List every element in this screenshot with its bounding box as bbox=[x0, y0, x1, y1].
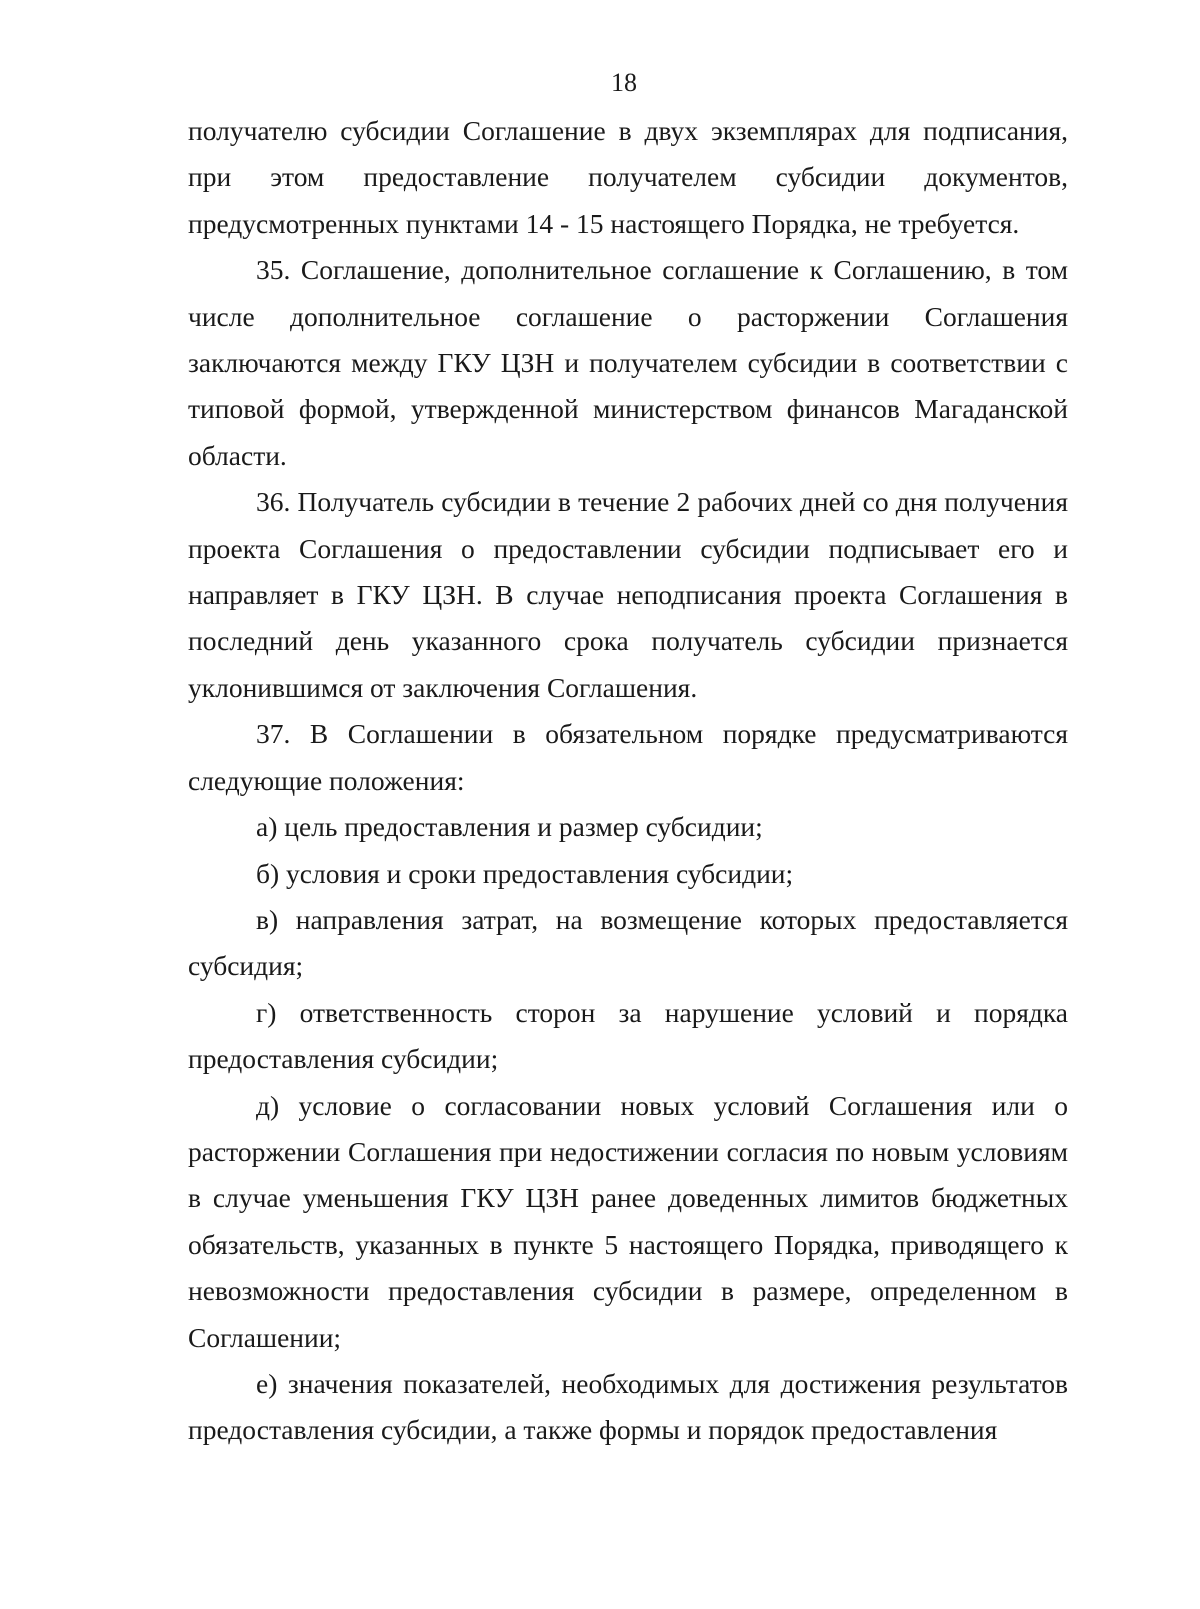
list-item-e: е) значения показателей, необходимых для достижения результатов предоставления субсидии, а также формы и порядок предоставления bbox=[188, 1367, 1068, 1446]
paragraph-continuation: получателю субсидии Соглашение в двух экземплярах для подписания, при этом предоставление получателем субсидии документов, предусмотренных пунктами 14 - 15 настоящего Порядка, не требуется. bbox=[188, 115, 1068, 239]
paragraph-item-37: 37. В Соглашении в обязательном порядке предусматриваются следующие положения: bbox=[188, 718, 1068, 796]
list-item-d: д) условие о согласовании новых условий Соглашения или о расторжении Соглашения при недостижении согласия по новым условиям в случае уменьшения ГКУ ЦЗН ранее доведенных лимитов бюджетных обязательств, указанных в пункте 5 настоящего Порядка, приводящего к невозможности предоставления субсидии в размере, определенном в Соглашении; bbox=[188, 1089, 1068, 1353]
list-item-a: а) цель предоставления и размер субсидии; bbox=[256, 811, 763, 843]
page-number: 18 bbox=[611, 68, 637, 97]
list-item-g: г) ответственность сторон за нарушение условий и порядка предоставления субсидии; bbox=[188, 996, 1068, 1075]
paragraph-item-36: 36. Получатель субсидии в течение 2 рабочих дней со дня получения проекта Соглашения о предоставлении субсидии подписывает его и направляет в ГКУ ЦЗН. В случае неподписания проекта Соглашения в последний день указанного срока получатель субсидии признается уклонившимся от заключения Соглашения. bbox=[188, 486, 1068, 703]
paragraph-item-35: 35. Соглашение, дополнительное соглашение к Соглашению, в том числе дополнительное соглашение о расторжении Соглашения заключаются между ГКУ ЦЗН и получателем субсидии в соответствии с типовой формой, утвержденной министерством финансов Магаданской области. bbox=[188, 254, 1068, 471]
list-item-v: в) направления затрат, на возмещение которых предоставляется субсидия; bbox=[188, 903, 1068, 982]
document-body bbox=[188, 108, 1068, 1454]
list-item-b: б) условия и сроки предоставления субсидии; bbox=[256, 857, 794, 889]
